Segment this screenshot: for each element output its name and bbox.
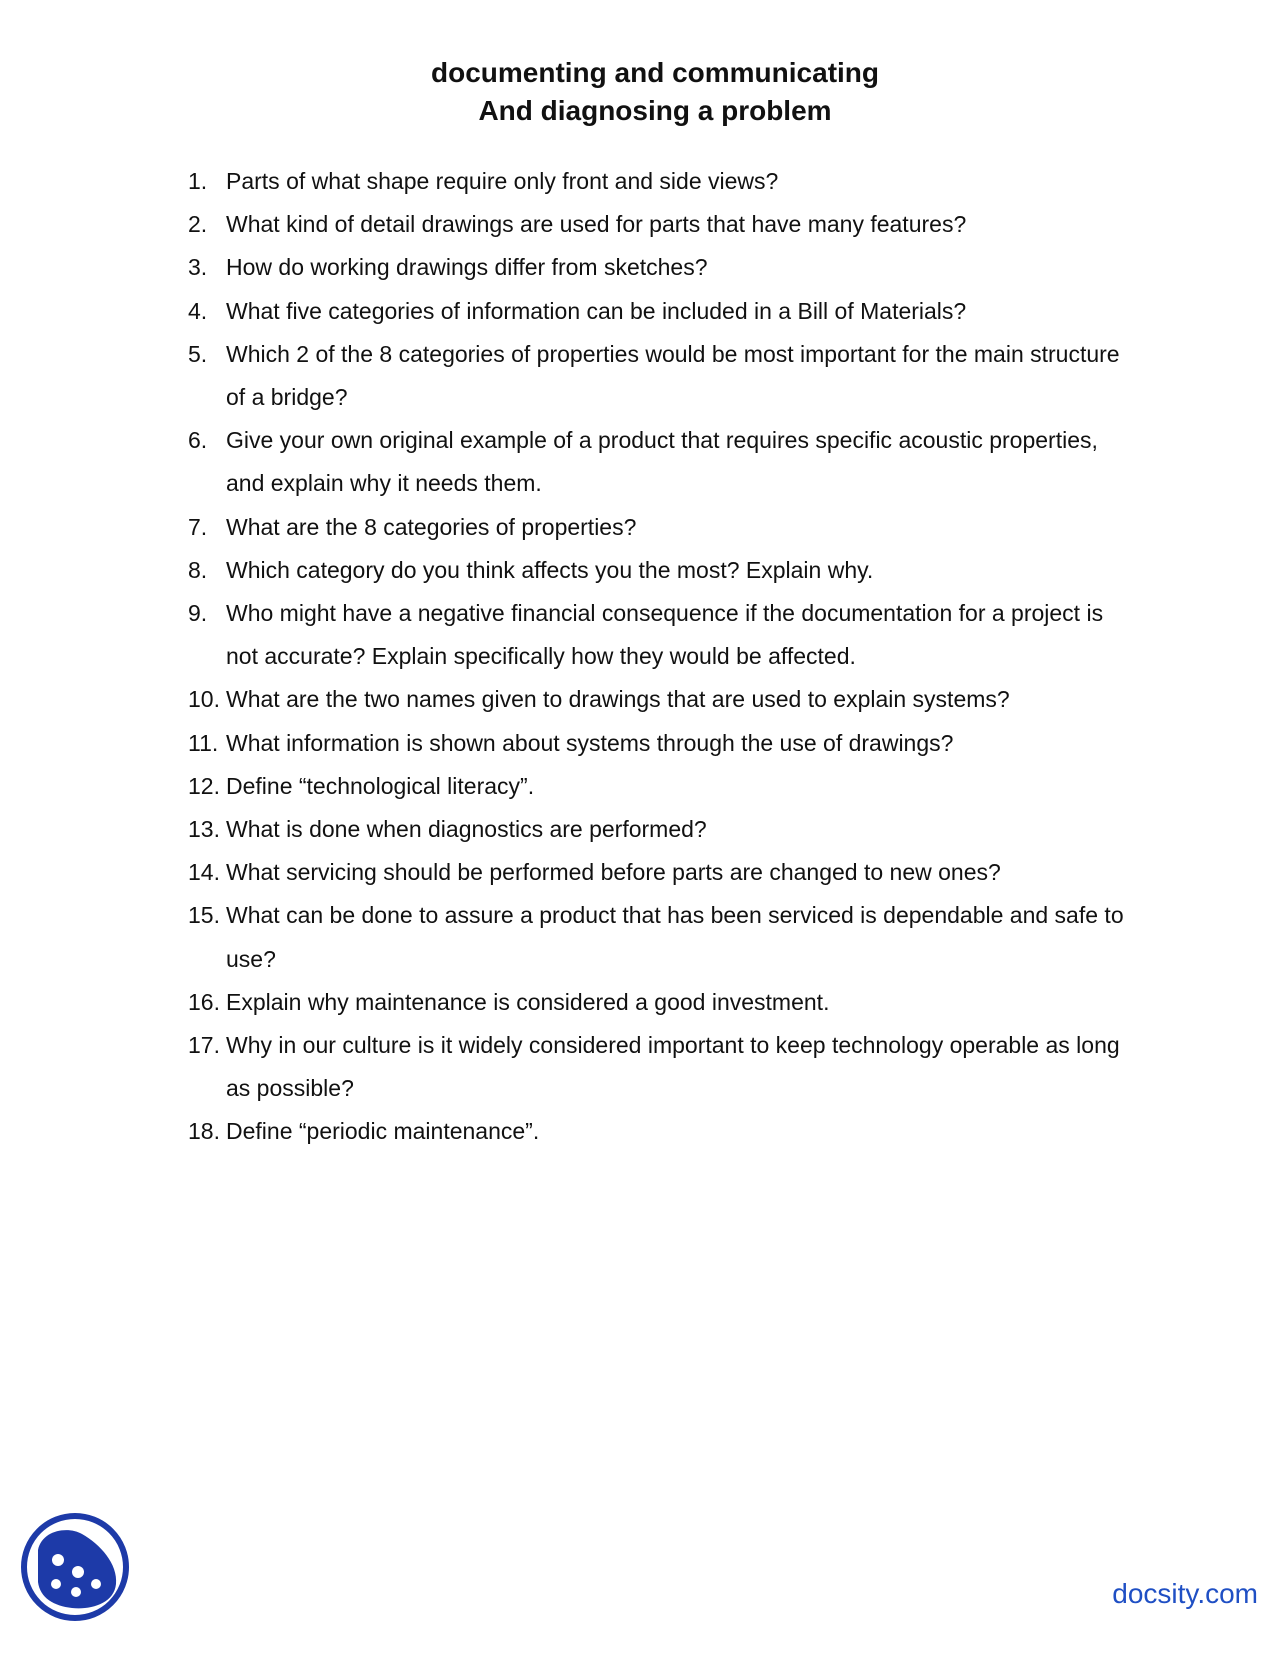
question-text: How do working drawings differ from sketches? (226, 254, 708, 281)
question-text: What servicing should be performed before parts are changed to new ones? (226, 859, 1001, 886)
list-item (188, 419, 1138, 505)
title-line-1: documenting and communicating (430, 57, 879, 88)
question-number: 11. (188, 729, 219, 756)
question-number: 2. (188, 211, 208, 238)
question-number: 14. (188, 859, 220, 886)
question-text: What five categories of information can be included in a Bill of Materials? (226, 297, 967, 324)
list-item (188, 333, 1138, 419)
list-item (188, 290, 1138, 333)
question-number: 1. (188, 168, 208, 194)
list-item (188, 1110, 1138, 1153)
list-item (188, 160, 1138, 203)
question-text: Explain why maintenance is considered a good investment. (226, 988, 830, 1015)
question-text: Which 2 of the 8 categories of properties would be most important for the main structure of a bridge? (226, 340, 1120, 411)
question-text: What information is shown about systems through the use of drawings? (226, 729, 954, 756)
question-text: Why in our culture is it widely considered important to keep technology operable as long as possible? (226, 1032, 1120, 1102)
list-item (188, 506, 1138, 549)
question-list (188, 160, 1138, 1154)
question-number: 13. (188, 816, 220, 843)
question-number: 10. (188, 686, 220, 713)
list-item (188, 678, 1138, 721)
list-item (188, 246, 1138, 289)
question-number: 16. (188, 988, 220, 1015)
docsity-logo-icon[interactable] (20, 1512, 130, 1622)
list-item (188, 592, 1138, 678)
list-item (188, 765, 1138, 808)
question-text: Who might have a negative financial consequence if the documentation for a project is not accurate? Explain specifically how they would be affected. (226, 600, 1104, 670)
question-text: What is done when diagnostics are performed? (226, 816, 707, 843)
list-item (188, 894, 1138, 980)
list-item (188, 1024, 1138, 1110)
list-item (188, 203, 1138, 246)
question-number: 18. (188, 1118, 220, 1145)
list-item (188, 549, 1138, 592)
title-line-2: And diagnosing a problem (478, 95, 832, 126)
question-text: What are the 8 categories of properties? (226, 513, 637, 540)
docsity-brand-link[interactable]: docsity.com (1112, 1578, 1258, 1609)
question-text: Which category do you think affects you the most? Explain why. (226, 556, 874, 583)
question-number: 5. (188, 340, 208, 367)
question-number: 9. (188, 600, 208, 627)
question-number: 8. (188, 556, 208, 583)
question-text: Give your own original example of a product that requires specific acoustic properties, and explain why it needs them. (226, 427, 1098, 497)
list-item (188, 808, 1138, 851)
list-item (188, 722, 1138, 765)
question-text: What can be done to assure a product that has been serviced is dependable and safe to use? (226, 902, 1124, 972)
question-text: Define “periodic maintenance”. (226, 1118, 540, 1145)
question-text: What are the two names given to drawings that are used to explain systems? (226, 686, 1010, 713)
document-title (0, 54, 1280, 130)
question-number: 6. (188, 427, 208, 454)
question-number: 17. (188, 1032, 220, 1059)
question-text: What kind of detail drawings are used for parts that have many features? (226, 211, 967, 238)
list-item (188, 981, 1138, 1024)
question-number: 15. (188, 902, 220, 929)
question-number: 7. (188, 513, 208, 540)
question-text: Define “technological literacy”. (226, 772, 535, 799)
question-number: 4. (188, 297, 208, 324)
question-text: Parts of what shape require only front and side views? (226, 168, 779, 194)
question-number: 3. (188, 254, 208, 281)
question-number: 12. (188, 772, 220, 799)
list-item (188, 851, 1138, 894)
